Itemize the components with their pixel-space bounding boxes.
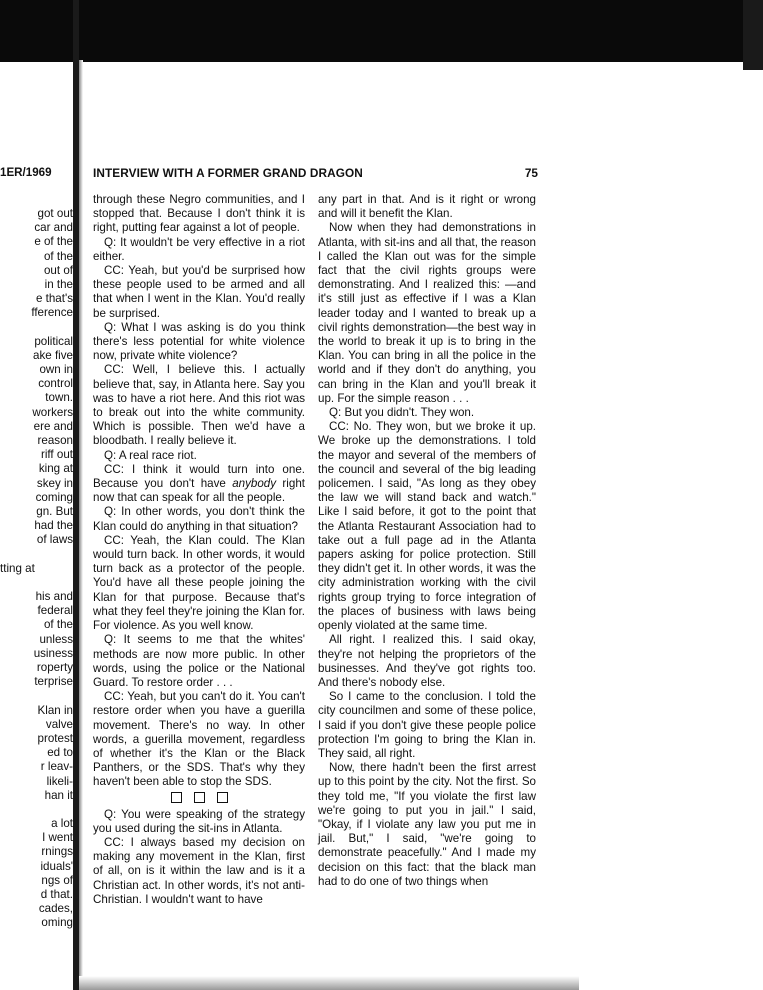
fragment-line: riff out bbox=[40, 448, 73, 462]
paragraph: All right. I realized this. I said okay, they're not helping the proprietors of the businesses. And they've got rights too. And there's nobody else. bbox=[318, 633, 536, 689]
previous-page-lines bbox=[0, 207, 73, 931]
paragraph: CC: No. They won, but we broke it up. We broke up the demonstrations. I told the mayor and several of the members of the council and several of the big leading policemen. I said, "As long as they obey the law we will stand back and watch." Like I said before, it got to the point that the Atlanta Restaurant Association had to take out a full page ad in the Atlanta papers asking for police protection. Still they didn't get it. In other words, it was the city administration working with the civil rights group trying to force integration of the places of business with laws being openly violated at the same time. bbox=[318, 420, 536, 633]
fragment-line: rnings bbox=[41, 845, 73, 859]
fragment-line: e of the bbox=[34, 235, 73, 249]
paragraph: Q: A real race riot. bbox=[104, 448, 197, 462]
fragment-line: control bbox=[38, 377, 73, 391]
paragraph: Now when they had demonstrations in Atlanta, with sit-ins and all that, the reason I called the Klan out was for the simple fact that the civil rights groups were demonstrating. And I realized this: —and it's still just as effective if I was a Klan leader today and I wanted to break up a civil rights demonstration—the best way in the world to break it up is to bring in the Klan. You can bring in all the police in the world and if they don't do anything, you can bring in the Klan and you'll break it up. For the simple reason . . . bbox=[318, 221, 536, 405]
paragraph: Q: It wouldn't be very effective in a riot either. bbox=[93, 235, 305, 263]
paragraph: CC: Yeah, but you can't do it. You can't restore order when you have a guerilla movement. There's no way. In other words, a guerilla movement, regardless of whether it's the Klan or the Black Panthers, or the SDS. That's why they haven't been able to stop the SDS. bbox=[93, 690, 305, 789]
fragment-line: reason bbox=[37, 434, 73, 447]
fragment-line: ere and bbox=[33, 419, 73, 433]
fragment-line: tting at bbox=[0, 561, 35, 575]
running-header bbox=[93, 166, 538, 182]
section-separator bbox=[93, 790, 305, 808]
text-column-right bbox=[318, 193, 536, 889]
fragment-line: political bbox=[34, 334, 73, 348]
paragraph: Q: What I was asking is do you think there's less potential for white violence now, private white violence? bbox=[93, 320, 305, 363]
fragment-line: ngs of bbox=[41, 873, 73, 887]
paragraph: Q: It seems to me that the whites' methods are now more public. In other words, using the police or the National Guard. To restore order . . . bbox=[93, 633, 305, 689]
previous-running-head: 1ER/1969 bbox=[0, 166, 52, 179]
fragment-line: ed to bbox=[47, 746, 73, 760]
fragment-line: roperty bbox=[36, 661, 73, 674]
fragment-line: town. bbox=[45, 391, 73, 405]
paragraph: So I came to the conclusion. I told the city councilmen and some of these police, I said if you don't give these people police protection I'm going to bring the Klan in. They said, all right. bbox=[318, 690, 536, 760]
fragment-line: likeli- bbox=[46, 774, 73, 788]
paragraph: any part in that. And is it right or wrong and will it benefit the Klan. bbox=[318, 193, 536, 221]
fragment-line: usiness bbox=[33, 646, 73, 660]
fragment-line: unless bbox=[39, 632, 73, 646]
paragraph: Q: In other words, you don't think the Klan could do anything in that situation? bbox=[93, 505, 305, 533]
fragment-line: I went bbox=[42, 831, 73, 845]
fragment-line: his and bbox=[35, 590, 73, 604]
scan-dark-corner bbox=[743, 0, 763, 70]
fragment-line: king at bbox=[38, 462, 73, 476]
paragraph: through these Negro communities, and I stopped that. Because I don't think it is right, putting fear against a lot of people. bbox=[93, 193, 305, 235]
emphasized-word: anybody bbox=[232, 477, 277, 491]
fragment-line: r leav- bbox=[40, 760, 73, 774]
paragraph: CC: I always based my decision on making any movement in the Klan, first of all, on is it within the law and is it a Christian act. In other words, it's not anti-Christian. I wouldn't want to have bbox=[93, 835, 305, 906]
paragraph: CC: Well, I believe this. I actually believe that, say, in Atlanta here. Say you was to have a riot here. And this riot was to break out into the white community. Which is possible. Then we'd have a bloodbath. I really believe it. bbox=[93, 363, 305, 448]
fragment-line: coming bbox=[35, 490, 73, 504]
fragment-line: terprise bbox=[34, 675, 73, 689]
paragraph: Now, there hadn't been the first arrest up to this point by the city. Not the first. So they told me, "If you violate the first law we're going to put you in jail." I said, "Okay, if I violate any law you put me in jail. But," I said, "we're going to demonstrate peacefully." And I made my decision on this fact: that the black man had to do one of two things when bbox=[318, 761, 536, 888]
separator-box bbox=[194, 792, 205, 803]
article-title: INTERVIEW WITH A FORMER GRAND DRAGON bbox=[93, 166, 363, 180]
fragment-line: han it bbox=[44, 788, 73, 802]
separator-box bbox=[171, 792, 182, 803]
paragraph: CC: Yeah, but you'd be surprised how these people used to be armed and all that when I went in the Klan. You'd really be surprised. bbox=[93, 264, 305, 320]
fragment-line: of the bbox=[43, 249, 73, 263]
fragment-line: federal bbox=[37, 604, 73, 618]
fragment-line: got out bbox=[37, 207, 73, 220]
fragment-line: e that's bbox=[35, 292, 73, 306]
page-number: 75 bbox=[524, 166, 538, 180]
fragment-line: cades, bbox=[38, 902, 73, 916]
gutter-shadow bbox=[79, 60, 83, 990]
paragraph-text: CC: I think it would turn into one. Because you don't have bbox=[93, 462, 305, 491]
fragment-line: gn. But bbox=[36, 504, 73, 518]
fragment-line: in the bbox=[44, 277, 73, 291]
fragment-line: had the bbox=[34, 519, 73, 533]
fragment-line: of the bbox=[43, 618, 73, 632]
paragraph: Q: But you didn't. They won. bbox=[329, 406, 475, 420]
fragment-line: own in bbox=[39, 363, 73, 377]
fragment-line: car and bbox=[34, 221, 73, 235]
paragraph-text: right now that can speak for all the people. bbox=[93, 477, 305, 505]
fragment-line: workers bbox=[32, 405, 73, 419]
fragment-line: fference bbox=[31, 306, 73, 320]
fragment-line: skey in bbox=[36, 476, 73, 490]
paragraph: CC: Yeah, the Klan could. The Klan would turn back. In other words, it would turn back as a protector of the people. You'd have all these people joining the Klan for that purpose. Because that's what they feel they're joining the Klan for. For violence. As you well know. bbox=[93, 533, 305, 633]
fragment-line: a lot bbox=[51, 817, 73, 831]
text-column-left bbox=[93, 193, 305, 907]
fragment-line: of laws bbox=[36, 533, 73, 547]
fragment-line: valve bbox=[45, 717, 73, 731]
paragraph bbox=[93, 463, 305, 506]
bottom-shadow bbox=[79, 976, 579, 990]
fragment-line: out of bbox=[43, 263, 73, 277]
fragment-line: d that. bbox=[40, 888, 73, 901]
fragment-line: ake five bbox=[33, 348, 73, 362]
separator-box bbox=[217, 792, 228, 803]
paragraph: Q: You were speaking of the strategy you used during the sit-ins in Atlanta. bbox=[93, 807, 305, 835]
fragment-line: oming bbox=[41, 916, 73, 930]
scan-dark-border bbox=[0, 0, 763, 62]
fragment-line: Klan in bbox=[37, 703, 73, 717]
fragment-line: protest bbox=[37, 731, 73, 745]
fragment-line: iduals' bbox=[40, 859, 73, 873]
